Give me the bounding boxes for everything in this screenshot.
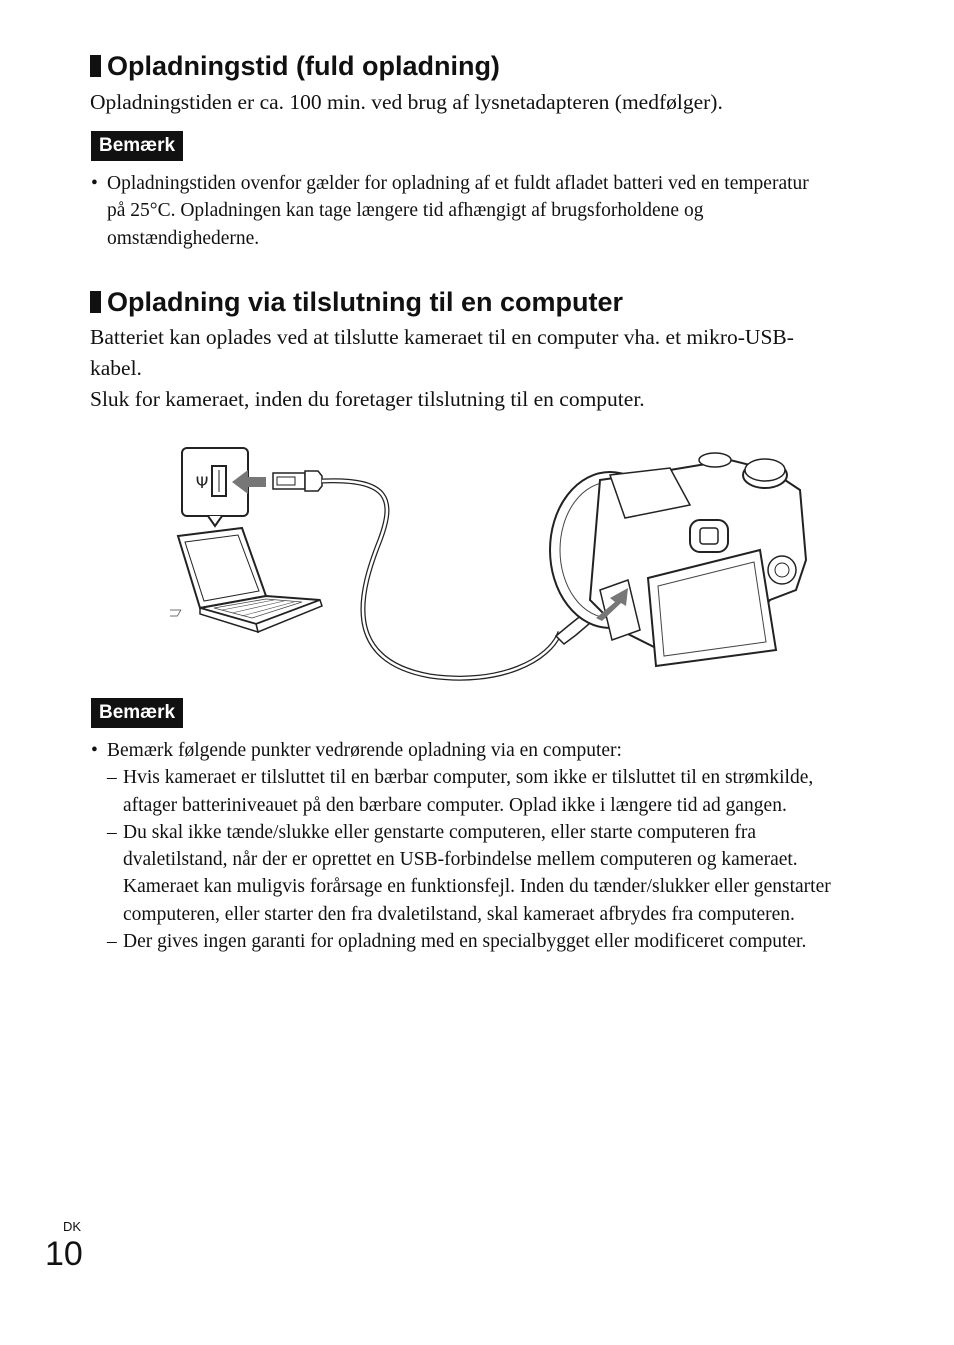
bullet-dot: • [91, 173, 98, 194]
usb-port-callout [182, 448, 248, 526]
note-subitem [91, 928, 846, 955]
dash-marker: – [107, 931, 117, 953]
usb-cable-icon [273, 471, 596, 678]
note-subitem [91, 764, 846, 819]
note-subitem-text: Hvis kameraet er tilsluttet til en bærbar computer, som ikke er tilsluttet til en strømkilde, aftager batteriniveauet på den bærbare computer. Oplad ikke i længere tid ad gangen. [123, 767, 814, 816]
note-subitem-text: Du skal ikke tænde/slukke eller genstarte computeren, eller starte computeren fra dvaletilstand, når der er oprettet en USB-forbindelse mellem computeren og kameraet. Kameraet kan muligvis forårsage en funktionsfejl. Inden du tænder/slukker eller genstarter computeren, eller starter den fra dvaletilstand, skal kameraet afbrydes fra computeren. [123, 821, 831, 925]
heading-text: Opladningstid (fuld opladning) [107, 51, 500, 81]
note-bullet [91, 737, 846, 764]
charging-time-text: Opladningstiden er ca. 100 min. ved brug af lysnetadapteren (medfølger). [90, 90, 723, 114]
page-language: DK [63, 1219, 82, 1234]
note-subitem [91, 819, 846, 928]
note-intro-text: Bemærk følgende punkter vedrørende opladning via en computer: [107, 740, 622, 761]
heading-marker [90, 55, 101, 77]
dash-marker: – [107, 767, 117, 789]
note-bullet-text: Opladningstiden ovenfor gælder for opladning af et fuldt afladet batteri ved en temperatur på 25°C. Opladningen kan tage længere tid afhængigt af brugsforholdene og omstændighederne. [107, 173, 809, 249]
section-heading-computer-charging [90, 286, 623, 318]
usb-symbol-icon: Ψ [195, 473, 209, 492]
note-subitem-text: Der gives ingen garanti for opladning med en specialbygget eller modificeret computer. [123, 931, 807, 953]
note-badge: Bemærk [91, 131, 183, 161]
computer-charging-paragraph: Batteriet kan oplades ved at tilslutte kameraet til en computer vha. et mikro-USB-kabel. [90, 325, 794, 380]
heading-text: Opladning via tilslutning til en computer [107, 287, 624, 317]
camera-icon [550, 453, 806, 666]
note-list [91, 737, 846, 955]
dash-marker: – [107, 821, 117, 843]
note-bullet [91, 170, 831, 252]
heading-marker [90, 291, 101, 313]
bullet-dot: • [91, 740, 98, 761]
page-number: 10 [45, 1235, 83, 1273]
note-badge: Bemærk [91, 698, 183, 728]
section-heading-charging-time [90, 50, 500, 82]
laptop-icon [170, 528, 322, 632]
note-list [91, 170, 831, 252]
usb-connection-illustration [170, 440, 820, 685]
turn-off-camera-paragraph: Sluk for kameraet, inden du foretager tilslutning til en computer. [90, 387, 645, 411]
